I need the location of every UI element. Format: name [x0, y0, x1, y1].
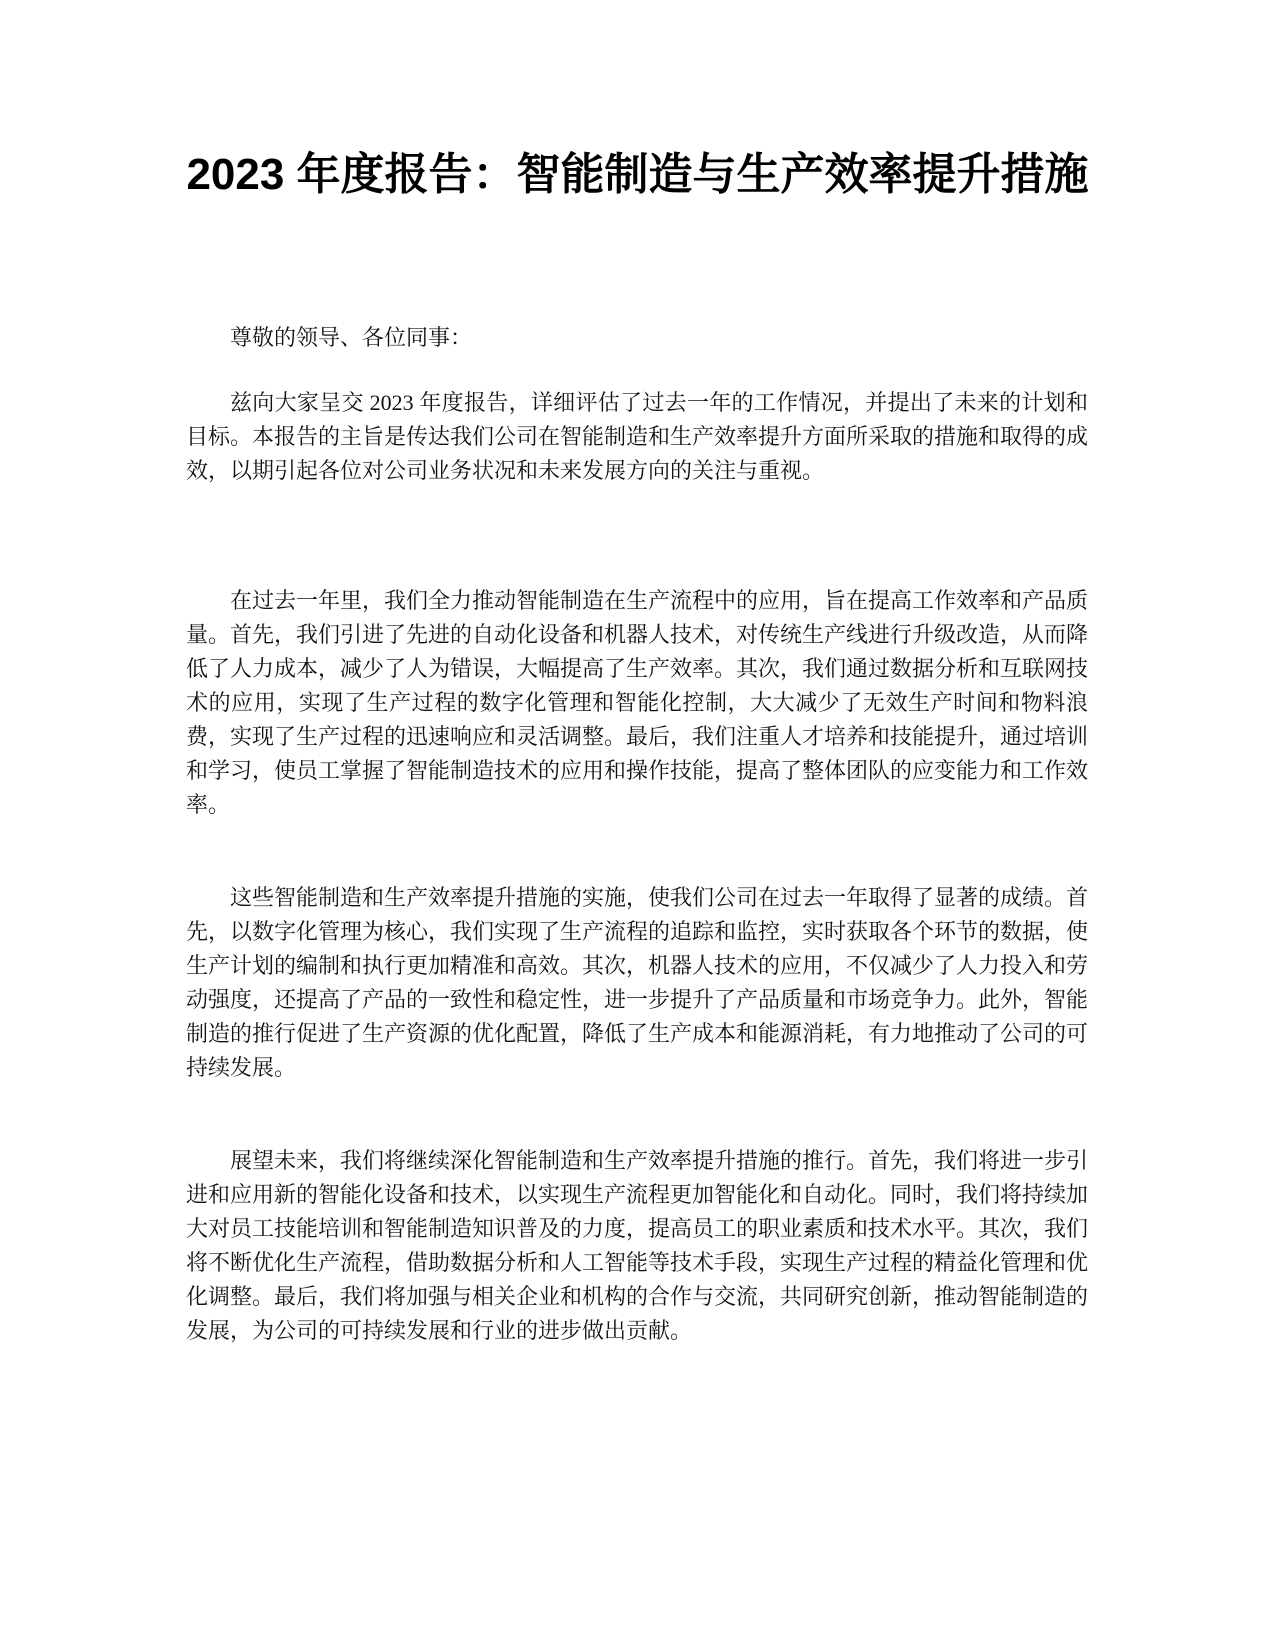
document-title: 2023 年度报告：智能制造与生产效率提升措施 [186, 150, 1089, 199]
body-paragraph-2: 在过去一年里，我们全力推动智能制造在生产流程中的应用，旨在提高工作效率和产品质量。首先，我们引进了先进的自动化设备和机器人技术，对传统生产线进行升级改造，从而降低了人力成本，减少了人为错误，大幅提高了生产效率。其次，我们通过数据分析和互联网技术的应用，实现了生产过程的数字化管理和智能化控制，大大减少了无效生产时间和物料浪费，实现了生产过程的迅速响应和灵活调整。最后，我们注重人才培养和技能提升，通过培训和学习，使员工掌握了智能制造技术的应用和操作技能，提高了整体团队的应变能力和工作效率。 [186, 588, 1089, 817]
body-paragraph-3: 这些智能制造和生产效率提升措施的实施，使我们公司在过去一年取得了显著的成绩。首先，以数字化管理为核心，我们实现了生产流程的追踪和监控，实时获取各个环节的数据，使生产计划的编制和执行更加精准和高效。其次，机器人技术的应用，不仅减少了人力投入和劳动强度，还提高了产品的一致性和稳定性，进一步提升了产品质量和市场竞争力。此外，智能制造的推行促进了生产资源的优化配置，降低了生产成本和能源消耗，有力地推动了公司的可持续发展。 [186, 885, 1089, 1080]
greeting-line: 尊敬的领导、各位同事： [230, 325, 473, 350]
body-paragraph-4: 展望未来，我们将继续深化智能制造和生产效率提升措施的推行。首先，我们将进一步引进和应用新的智能化设备和技术，以实现生产流程更加智能化和自动化。同时，我们将持续加大对员工技能培训和智能制造知识普及的力度，提高员工的职业素质和技术水平。其次，我们将不断优化生产流程，借助数据分析和人工智能等技术手段，实现生产过程的精益化管理和优化调整。最后，我们将加强与相关企业和机构的合作与交流，共同研究创新，推动智能制造的发展，为公司的可持续发展和行业的进步做出贡献。 [186, 1148, 1089, 1343]
body-paragraph-1: 兹向大家呈交 2023 年度报告，详细评估了过去一年的工作情况，并提出了未来的计划和目标。本报告的主旨是传达我们公司在智能制造和生产效率提升方面所采取的措施和取得的成效，以期引起各位对公司业务状况和未来发展方向的关注与重视。 [186, 390, 1089, 483]
